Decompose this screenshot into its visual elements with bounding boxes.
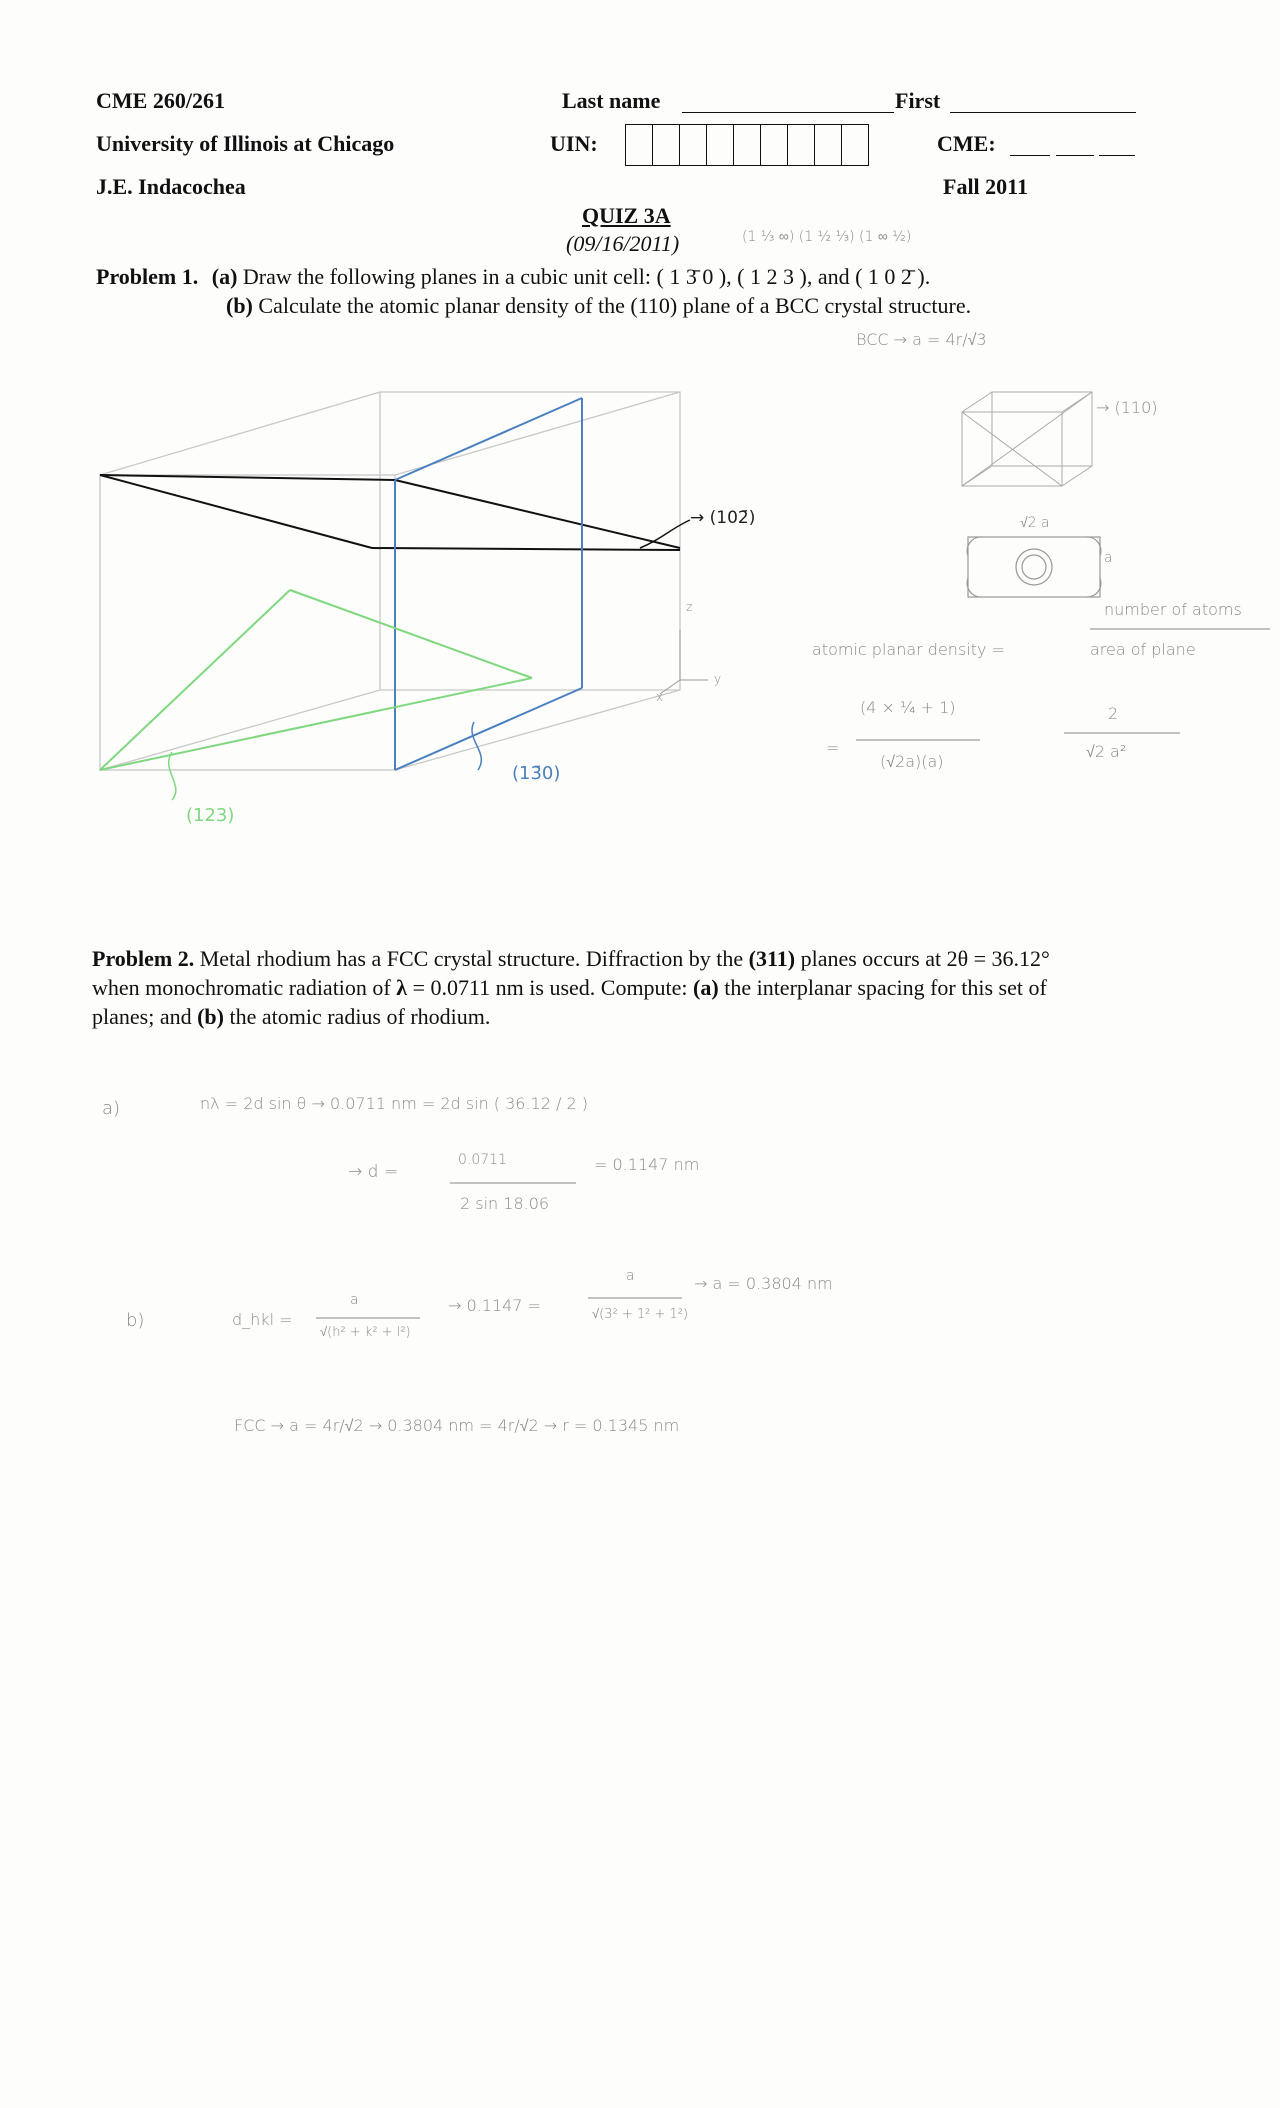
axis-z: z [686,600,693,614]
hand-sqrt2a: √2 a [1020,515,1050,531]
p2a-line1: nλ = 2d sin θ → 0.0711 nm = 2d sin ( 36.12 / 2 ) [200,1094,588,1113]
p2a-result: = 0.1147 nm [594,1155,700,1174]
problem2-line2-a: when monochromatic radiation of [92,975,391,1000]
density-calc-num: (4 × ¼ + 1) [860,698,956,717]
course-code: CME 260/261 [96,88,225,113]
density-num: number of atoms [1104,600,1242,619]
problem2-line1-c: planes occurs at 2θ = 36.12° [800,946,1050,971]
problem2-line2-e: the interplanar spacing for this set of [724,975,1047,1000]
quiz-title: QUIZ 3A [582,203,671,228]
uin-label: UIN: [550,131,598,156]
university-name: University of Illinois at Chicago [96,131,395,156]
problem2-line3-c: the atomic radius of rhodium. [229,1004,491,1029]
instructor-name: J.E. Indacochea [96,174,246,199]
label-123: (123) [186,805,235,826]
bcc-110-sketch [962,392,1092,486]
hand-a-side: a [1104,550,1113,566]
planar-atom-sketch [967,537,1101,597]
problem2-line1-b: (311) [748,946,796,971]
axis-x: x [656,690,664,704]
plane-130-lines [395,398,582,770]
axes [660,630,708,694]
p2a-label: a) [102,1098,121,1119]
density-den: area of plane [1090,640,1196,659]
p2b-mid: → 0.1147 = [448,1296,541,1315]
problem2-line1-a: Metal rhodium has a FCC crystal structure. Diffraction by the [199,946,744,971]
p2b-frac2-den: √(3² + 1² + 1²) [592,1307,689,1322]
p2a-d: → d = [348,1162,399,1182]
quiz-date: (09/16/2011) [566,231,680,256]
problem2-line3-a: planes; and [92,1004,192,1029]
cme-label: CME: [937,131,996,156]
hand-intercepts: (1 ⅓ ∞) (1 ½ ⅓) (1 ∞ ½) [742,229,912,245]
p2a-frac-den: 2 sin 18.06 [460,1194,550,1213]
density-result-den: √2 a² [1086,742,1127,761]
problem2-line2-b: λ [396,975,408,1000]
problem1-part-b-label: (b) [226,293,253,318]
fraction-bars [316,629,1270,1318]
problem2-label: Problem 2. [92,946,195,971]
hand-bcc: BCC → a = 4r/√3 [856,330,987,349]
p2b-frac-num: a [350,1292,359,1308]
fcc-radius-line: FCC → a = 4r/√2 → 0.3804 nm = 4r/√2 → r = 0.1345 nm [234,1416,680,1435]
p2b-dhkl: d_hkl = [232,1310,293,1329]
p2b-frac2-num: a [626,1268,635,1284]
problem1-part-b-text: Calculate the atomic planar density of the (110) plane of a BCC crystal structure. [258,293,972,318]
density-calc-den: (√2a)(a) [880,752,944,771]
problem2-line2-c: = 0.0711 nm is used. Compute: [412,975,688,1000]
p2b-label: b) [126,1310,145,1331]
p2a-frac-num: 0.0711 [458,1152,507,1168]
problem1-part-a-label: (a) [211,264,238,289]
problem2-line3-b: (b) [197,1004,224,1029]
plane-123-lines [100,590,532,770]
equals-sign: = [826,738,840,757]
term: Fall 2011 [943,174,1028,199]
density-result-num: 2 [1108,704,1119,723]
density-label: atomic planar density = [812,640,1005,659]
problem1-part-a-text: Draw the following planes in a cubic unit cell: ( 1 3̄ 0 ), ( 1 2 3 ), and ( 1 0 2̄ ). [242,264,931,289]
p2b-a-result: → a = 0.3804 nm [694,1274,833,1293]
problem1-label: Problem 1. [96,264,199,289]
cube-edges [100,392,680,770]
last-name-label: Last name [562,88,661,113]
plane-102-lines [100,475,680,550]
label-130: (13̄0) [512,763,561,784]
hand-110: → (110) [1096,398,1158,417]
label-102: → (102̄) [690,508,756,528]
p2b-frac-den: √(h² + k² + l²) [320,1325,411,1340]
problem2-line2-d: (a) [693,975,719,1000]
axis-y: y [714,672,722,686]
first-name-label: First [895,88,941,113]
